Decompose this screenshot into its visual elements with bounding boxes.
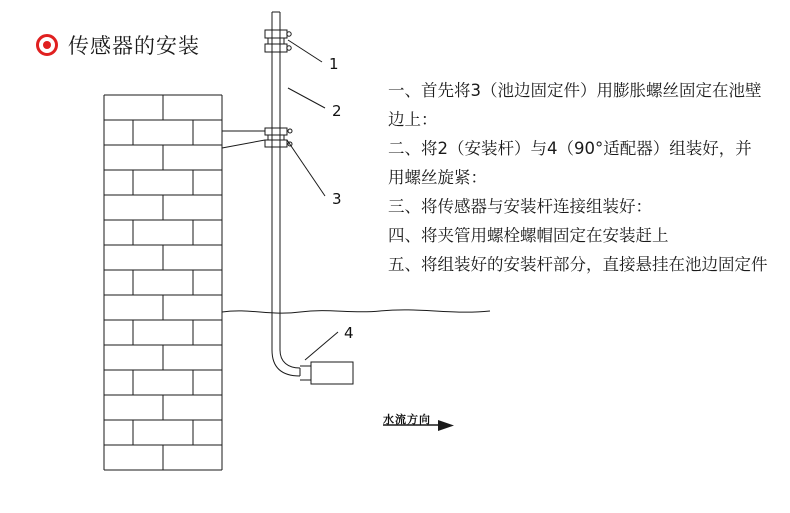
pipe-clamp (222, 126, 292, 152)
instruction-list (388, 76, 768, 279)
callout-3: 3 (332, 190, 342, 208)
instruction-step-2: 二、将2（安装杆）与4（90°适配器）组装好，并用螺丝旋紧： (388, 139, 752, 187)
mounting-rod (272, 12, 280, 350)
callout-1: 1 (329, 55, 339, 73)
instruction-step-4: 四、将夹管用螺栓螺帽固定在安装赶上 (388, 226, 669, 245)
instruction-step-1: 一、首先将3（池边固定件）用膨胀螺丝固定在池壁边上： (388, 81, 762, 129)
callout-leader-lines (287, 40, 338, 360)
brick-wall (104, 95, 222, 470)
page-title-text: 传感器的安装 (68, 34, 200, 58)
pool-edge-bracket (265, 30, 291, 52)
flow-direction-label: 水流方向 (383, 413, 431, 426)
callout-4: 4 (344, 324, 354, 342)
water-surface-line (222, 310, 490, 313)
instruction-step-3: 三、将传感器与安装杆连接组装好： (388, 197, 652, 216)
adapter-and-sensor (272, 350, 353, 384)
callout-2: 2 (332, 102, 342, 120)
instruction-step-5: 五、将组装好的安装杆部分，直接悬挂在池边固定件 (388, 255, 768, 274)
